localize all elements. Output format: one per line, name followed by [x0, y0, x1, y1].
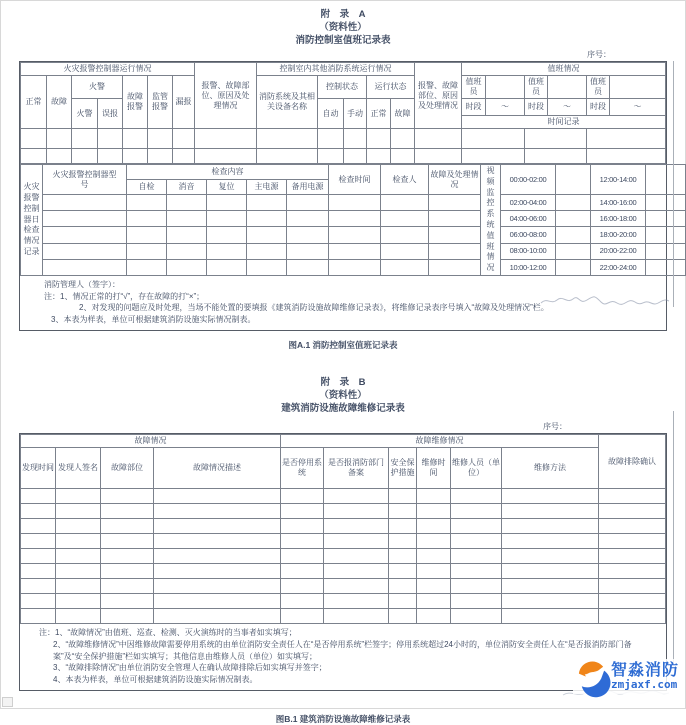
manager-signature-line: 消防管理人（签字）： [44, 279, 120, 289]
note-b-1 [39, 627, 660, 639]
appendix-b-title-line1: 附 录 B [320, 377, 366, 389]
blank-cell [21, 489, 56, 504]
blank-cell [43, 211, 127, 227]
blank-cell [247, 195, 287, 211]
blank-cell [72, 149, 98, 164]
blank-cell [417, 609, 451, 624]
header-manual: 手动 [344, 99, 367, 129]
blank-cell [417, 534, 451, 549]
blank-cell [281, 534, 324, 549]
appendix-a-title-line3: 消防控制室值班记录表 [295, 35, 391, 46]
blank-cell [101, 534, 154, 549]
blank-cell [281, 564, 324, 579]
caption-a: 图A.1 消防控制室值班记录表 [288, 340, 398, 351]
blank-cell [417, 504, 451, 519]
blank-cell [21, 594, 56, 609]
blank-cell [281, 489, 324, 504]
serial-label-b: 序号： [543, 422, 567, 432]
blank-cell [173, 129, 195, 149]
blank-cell [257, 129, 318, 149]
blank-cell [281, 579, 324, 594]
header-normal-2: 正常 [367, 99, 391, 129]
blank-cell [43, 227, 127, 243]
header-check-time: 检查时间 [329, 165, 381, 195]
header-alarm-fault-cause-1: 报警、故障部位、原因及处理情况 [195, 63, 257, 129]
blank-cell [462, 129, 525, 149]
blank-cell [281, 519, 324, 534]
blank-cell [429, 227, 481, 243]
blank-cell [123, 149, 148, 164]
blank-cell [56, 564, 101, 579]
header-fault-status: 故障情况 [21, 435, 281, 448]
vertical-label-daily-check: 火灾报警控制器日检查情况记录 [21, 165, 43, 276]
blank-cell [56, 549, 101, 564]
blank-cell [101, 519, 154, 534]
blank-cell [287, 243, 329, 259]
notes-b [20, 624, 666, 690]
blank-cell [195, 129, 257, 149]
fault-repair-table [20, 434, 666, 624]
watermark [573, 659, 681, 694]
time-slot: 10:00-12:00 [501, 259, 556, 275]
blank-cell [415, 129, 462, 149]
header-false-alarm: 误报 [98, 99, 123, 129]
blank-cell [207, 227, 247, 243]
blank-cell [451, 504, 502, 519]
header-reset: 复位 [207, 180, 247, 195]
time-slot: 14:00-16:00 [591, 195, 646, 211]
blank-cell [167, 259, 207, 275]
watermark-text [611, 662, 679, 691]
blank-cell [381, 195, 429, 211]
vertical-label-video-monitoring: 视频监控系统值班情况 [481, 165, 501, 276]
blank-cell [154, 579, 281, 594]
blank-cell [167, 211, 207, 227]
blank-cell [329, 195, 381, 211]
blank-cell [56, 609, 101, 624]
appendix-b-title-line3: 建筑消防设施故障维修记录表 [281, 403, 405, 415]
blank-cell [451, 609, 502, 624]
blank-cell [646, 243, 686, 259]
blank-cell [324, 594, 389, 609]
header-running-state: 运行状态 [367, 76, 415, 99]
blank-cell [415, 149, 462, 164]
blank-cell [287, 211, 329, 227]
blank-cell [324, 549, 389, 564]
blank-cell [329, 243, 381, 259]
blank-cell [429, 243, 481, 259]
blank-cell [391, 149, 415, 164]
time-slot: 18:00-20:00 [591, 227, 646, 243]
period-tilde-1: ～ [486, 99, 525, 116]
blank-cell [21, 149, 47, 164]
time-slot: 00:00-02:00 [501, 165, 556, 195]
blank-cell [556, 195, 591, 211]
blank-cell [599, 564, 666, 579]
header-duty-person-2: 值班员 [525, 76, 548, 99]
blank-cell [247, 211, 287, 227]
header-fire-controller-status: 火灾报警控制器运行情况 [21, 63, 195, 76]
blank-cell [646, 227, 686, 243]
blank-cell [101, 564, 154, 579]
blank-cell [247, 243, 287, 259]
serial-label-a: 序号： [587, 50, 611, 59]
header-controller-model: 火灾报警控制器型号 [43, 165, 127, 195]
header-fault-handling: 故障及处理情况 [429, 165, 481, 195]
header-fault: 故障 [47, 76, 72, 129]
scan-edge-line-a [673, 61, 674, 307]
note-b-1-text: 1、“故障情况”由值班、巡查、检测、灭火演练时的当事者如实填写； [55, 628, 297, 638]
handwriting-scribble-a [539, 291, 671, 309]
blank-cell [646, 259, 686, 275]
blank-cell [502, 519, 599, 534]
blank-cell [556, 259, 591, 275]
blank-cell [329, 211, 381, 227]
blank-cell [381, 243, 429, 259]
header-period-3: 时段 [587, 99, 610, 116]
note-b-4: 4、本表为样表，单位可根据建筑消防设施实际情况制表。 [53, 674, 258, 684]
duty-status-table [20, 62, 666, 164]
blank-cell [21, 579, 56, 594]
appendix-a-title-line1: 附 录 A [320, 9, 366, 20]
serial-row-b [19, 421, 667, 432]
header-check-content: 检查内容 [127, 165, 329, 180]
blank-cell [502, 549, 599, 564]
caption-b: 图B.1 建筑消防设施故障维修记录表 [275, 714, 411, 725]
header-duty-person-3: 值班员 [587, 76, 610, 99]
blank-cell [247, 259, 287, 275]
blank-cell [417, 549, 451, 564]
header-fault-location: 故障部位 [101, 448, 154, 489]
blank-cell [599, 504, 666, 519]
blank-cell [207, 259, 247, 275]
blank-cell [324, 519, 389, 534]
header-supervisory-alarm: 监管报警 [148, 76, 173, 129]
blank-cell [502, 534, 599, 549]
blank-cell [43, 243, 127, 259]
blank-cell [451, 564, 502, 579]
blank-cell [43, 259, 127, 275]
blank-cell [389, 504, 417, 519]
fault-repair-form [19, 433, 667, 691]
serial-row-a [19, 49, 667, 60]
blank-cell [281, 594, 324, 609]
blank-cell [56, 519, 101, 534]
header-fire-alarm: 火警 [72, 99, 98, 129]
blank-cell [502, 594, 599, 609]
blank-cell [101, 579, 154, 594]
blank-cell [344, 149, 367, 164]
blank-cell [287, 259, 329, 275]
blank-cell [167, 227, 207, 243]
time-slot: 06:00-08:00 [501, 227, 556, 243]
blank-cell [502, 489, 599, 504]
time-slot: 02:00-04:00 [501, 195, 556, 211]
blank-cell [451, 549, 502, 564]
header-other-systems-status: 控制室内其他消防系统运行情况 [257, 63, 415, 76]
blank-cell [98, 149, 123, 164]
header-mute: 消音 [167, 180, 207, 195]
blank-cell [101, 594, 154, 609]
blank-cell [43, 195, 127, 211]
blank-cell [154, 504, 281, 519]
note-prefix: 注： [44, 291, 60, 301]
blank-cell [599, 579, 666, 594]
header-fault-2: 故障 [391, 99, 415, 129]
header-fault-alarm: 故障报警 [123, 76, 148, 129]
watermark-site: zmjaxf.com [610, 678, 678, 691]
blank-cell [451, 534, 502, 549]
blank-cell [417, 579, 451, 594]
blank-cell [21, 609, 56, 624]
blank-cell [318, 149, 344, 164]
blank-cell [599, 534, 666, 549]
blank-cell [154, 489, 281, 504]
blank-cell [324, 489, 389, 504]
blank-cell [154, 564, 281, 579]
blank-cell [389, 609, 417, 624]
header-system-stopped: 是否停用系统 [281, 448, 324, 489]
blank-cell [56, 534, 101, 549]
blank-cell [587, 149, 666, 164]
blank-cell [257, 149, 318, 164]
blank-cell [56, 489, 101, 504]
blank-cell [287, 195, 329, 211]
blank-cell [451, 579, 502, 594]
blank-cell [646, 211, 686, 227]
header-duty-status: 值班情况 [462, 63, 666, 76]
duty-person-value-2 [548, 76, 587, 99]
blank-cell [329, 227, 381, 243]
blank-cell [167, 195, 207, 211]
zhimiao-logo-icon [575, 660, 608, 693]
blank-cell [127, 259, 167, 275]
blank-cell [329, 259, 381, 275]
blank-cell [451, 594, 502, 609]
blank-cell [123, 129, 148, 149]
blank-cell [556, 165, 591, 195]
blank-cell [101, 504, 154, 519]
note-a-1-text: 1、情况正常的打“√”，存在故障的打“×”； [60, 291, 205, 301]
blank-cell [72, 129, 98, 149]
blank-cell [429, 211, 481, 227]
blank-cell [98, 129, 123, 149]
blank-cell [173, 149, 195, 164]
blank-cell [324, 609, 389, 624]
blank-cell [127, 227, 167, 243]
blank-cell [207, 195, 247, 211]
header-duty-person-1: 值班员 [462, 76, 486, 99]
blank-cell [429, 259, 481, 275]
blank-cell [195, 149, 257, 164]
period-tilde-2: ～ [548, 99, 587, 116]
blank-cell [21, 564, 56, 579]
blank-cell [287, 227, 329, 243]
blank-cell [21, 504, 56, 519]
header-repair-status: 故障维修情况 [281, 435, 599, 448]
blank-cell [556, 243, 591, 259]
header-missed-alarm: 漏报 [173, 76, 195, 129]
blank-cell [324, 504, 389, 519]
header-normal: 正常 [21, 76, 47, 129]
blank-cell [417, 564, 451, 579]
blank-cell [281, 504, 324, 519]
header-backup-power: 备用电源 [287, 180, 329, 195]
header-time-record: 时间记录 [462, 116, 666, 129]
header-self-test: 自检 [127, 180, 167, 195]
blank-cell [207, 211, 247, 227]
blank-cell [154, 549, 281, 564]
header-reported-to-fire-dept: 是否报消防部门备案 [324, 448, 389, 489]
header-period-1: 时段 [462, 99, 486, 116]
blank-cell [148, 129, 173, 149]
blank-cell [56, 579, 101, 594]
blank-cell [21, 534, 56, 549]
blank-cell [646, 195, 686, 211]
blank-cell [281, 609, 324, 624]
daily-check-table [20, 164, 686, 276]
blank-cell [599, 519, 666, 534]
header-fire-alarm-group: 火警 [72, 76, 123, 99]
header-repair-person: 维修人员（单位） [451, 448, 502, 489]
header-alarm-fault-cause-2: 报警、故障部位、原因及处理情况 [415, 63, 462, 129]
scan-edge-line-b [673, 411, 674, 663]
blank-cell [381, 227, 429, 243]
blank-cell [101, 489, 154, 504]
header-repair-method: 维修方法 [502, 448, 599, 489]
blank-cell [47, 149, 72, 164]
time-slot: 16:00-18:00 [591, 211, 646, 227]
blank-cell [56, 594, 101, 609]
blank-cell [646, 165, 686, 195]
blank-cell [389, 489, 417, 504]
blank-cell [556, 227, 591, 243]
blank-cell [47, 129, 72, 149]
blank-cell [21, 549, 56, 564]
appendix-a-title-line2: （资料性） [319, 22, 367, 33]
blank-cell [381, 211, 429, 227]
watermark-brand: 智淼消防 [610, 662, 679, 679]
blank-cell [101, 609, 154, 624]
blank-cell [324, 579, 389, 594]
blank-cell [556, 211, 591, 227]
blank-cell [451, 519, 502, 534]
blank-cell [101, 549, 154, 564]
blank-cell [154, 609, 281, 624]
header-system-equipment-name: 消防系统及其相关设备名称 [257, 76, 318, 129]
blank-cell [502, 504, 599, 519]
header-main-power: 主电源 [247, 180, 287, 195]
note-prefix: 注： [39, 628, 55, 638]
blank-cell [324, 564, 389, 579]
blank-cell [154, 594, 281, 609]
blank-cell [389, 564, 417, 579]
blank-cell [417, 594, 451, 609]
blank-cell [525, 129, 587, 149]
time-slot: 08:00-10:00 [501, 243, 556, 259]
duty-person-value-3 [610, 76, 666, 99]
header-period-2: 时段 [525, 99, 548, 116]
blank-cell [391, 129, 415, 149]
blank-cell [318, 129, 344, 149]
header-checker: 检查人 [381, 165, 429, 195]
blank-cell [389, 579, 417, 594]
blank-cell [381, 259, 429, 275]
blank-cell [417, 489, 451, 504]
header-repair-time: 维修时间 [417, 448, 451, 489]
blank-cell [462, 149, 525, 164]
blank-cell [127, 195, 167, 211]
time-slot: 20:00-22:00 [591, 243, 646, 259]
blank-cell [502, 579, 599, 594]
header-auto: 自动 [318, 99, 344, 129]
blank-cell [247, 227, 287, 243]
blank-cell [599, 594, 666, 609]
header-fault-cleared-confirm: 故障排除确认 [599, 435, 666, 489]
blank-cell [389, 594, 417, 609]
note-a-3: 3、本表为样表，单位可根据建筑消防设施实际情况制表。 [51, 314, 256, 324]
blank-cell [207, 243, 247, 259]
blank-cell [429, 195, 481, 211]
time-slot: 22:00-24:00 [591, 259, 646, 275]
header-safety-measures: 安全保护措施 [389, 448, 417, 489]
period-tilde-3: ～ [610, 99, 666, 116]
blank-cell [324, 534, 389, 549]
blank-cell [502, 564, 599, 579]
blank-cell [148, 149, 173, 164]
note-b-3: 3、“故障排除情况”由单位消防安全管理人在确认故障排除后如实填写并签字； [53, 663, 327, 673]
blank-cell [599, 489, 666, 504]
blank-cell [587, 129, 666, 149]
header-finder-signature: 发现人签名 [56, 448, 101, 489]
blank-cell [167, 243, 207, 259]
scan-corner-artifact [2, 697, 13, 707]
note-a-2: 2、对发现的问题应及时处理，当场不能处置的要填报《建筑消防设施故障维修记录表》，将维修记录表序号填入“故障及处理情况”栏。 [79, 303, 549, 313]
blank-cell [367, 129, 391, 149]
blank-cell [127, 243, 167, 259]
header-fault-description: 故障情况描述 [154, 448, 281, 489]
blank-cell [154, 534, 281, 549]
appendix-b-title-line2: （资料性） [319, 390, 367, 402]
blank-cell [389, 549, 417, 564]
header-control-state: 控制状态 [318, 76, 367, 99]
blank-cell [21, 129, 47, 149]
blank-cell [502, 609, 599, 624]
blank-cell [599, 549, 666, 564]
blank-cell [417, 519, 451, 534]
blank-cell [344, 129, 367, 149]
note-b-2: 2、“故障维修情况”中因维修故障需要停用系统的由单位消防安全责任人在“是否停用系统”栏签字；停用系统超过24小时的，单位消防安全责任人在“是否报消防部门备案”及“安全保护措施”栏如实填写；其他信息由维修人员（单位）如实填写； [53, 639, 632, 661]
blank-cell [56, 504, 101, 519]
blank-cell [451, 489, 502, 504]
duty-person-value-1 [486, 76, 525, 99]
header-found-time: 发现时间 [21, 448, 56, 489]
blank-cell [389, 534, 417, 549]
blank-cell [525, 149, 587, 164]
blank-cell [367, 149, 391, 164]
blank-cell [127, 211, 167, 227]
blank-cell [389, 519, 417, 534]
time-slot: 12:00-14:00 [591, 165, 646, 195]
blank-cell [21, 519, 56, 534]
time-slot: 04:00-06:00 [501, 211, 556, 227]
blank-cell [599, 609, 666, 624]
blank-cell [154, 519, 281, 534]
blank-cell [281, 549, 324, 564]
